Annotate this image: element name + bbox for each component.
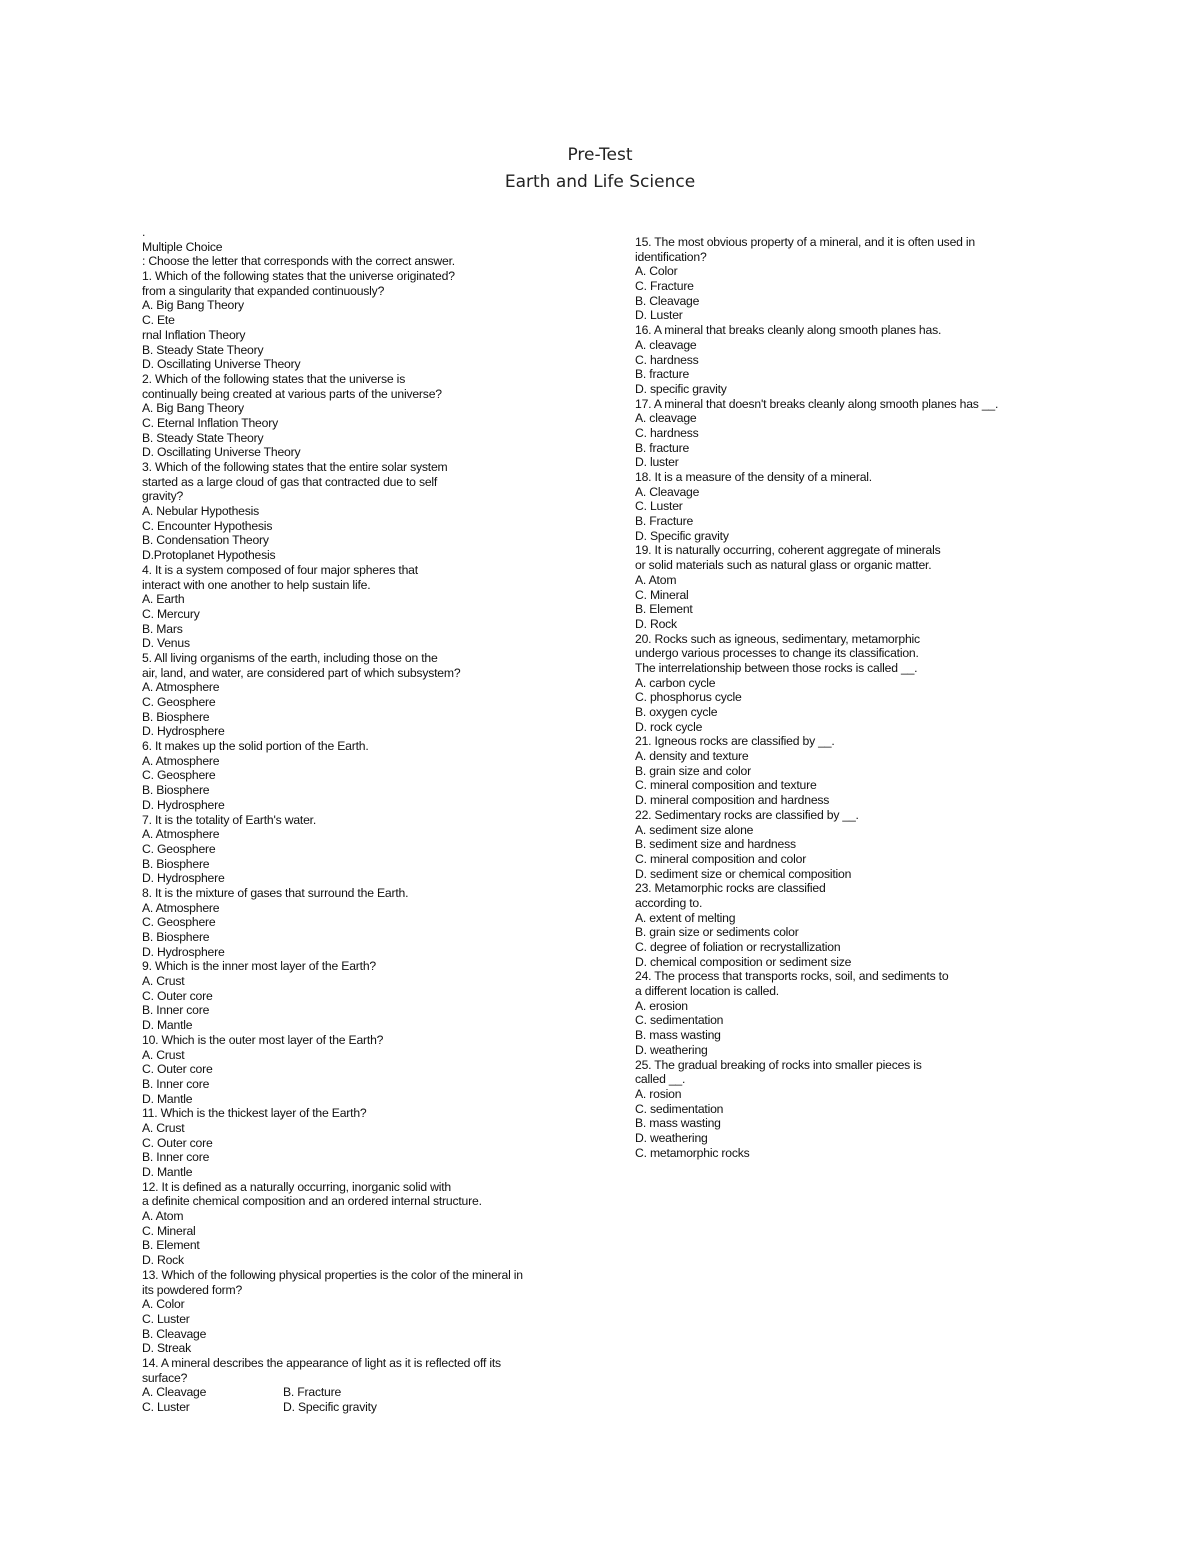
text-line: A. rosion [635, 1086, 682, 1101]
text-line: Multiple Choice [142, 239, 223, 254]
text-line: D. sediment size or chemical composition [635, 866, 852, 881]
text-line: A. Crust [142, 1047, 185, 1062]
text-line: B. Element [635, 602, 693, 617]
text-line: C. Luster [635, 499, 683, 514]
text-line: 20. Rocks such as igneous, sedimentary, metamorphic [635, 631, 920, 646]
text-line: 24. The process that transports rocks, soil, and sediments to [635, 969, 949, 984]
text-line: C. Encounter Hypothesis [142, 518, 273, 533]
text-line: C. mineral composition and color [635, 851, 807, 866]
text-line: D. Mantle [142, 1018, 193, 1033]
text-line: 3. Which of the following states that the entire solar system [142, 460, 448, 474]
text-line: C. hardness [635, 425, 699, 440]
text-line: A. Atmosphere [142, 827, 220, 842]
text-line: B. oxygen cycle [635, 705, 718, 719]
text-line: a definite chemical composition and an ordered internal structure. [142, 1194, 482, 1209]
text-line: B. sediment size and hardness [635, 837, 796, 852]
text-line: D. Oscillating Universe Theory [142, 357, 301, 372]
text-line: 12. It is defined as a naturally occurring, inorganic solid with [142, 1179, 451, 1194]
text-line: gravity? [142, 489, 184, 504]
text-line: called __. [635, 1072, 686, 1087]
text-line: B. mass wasting [635, 1028, 721, 1043]
text-line: . [142, 225, 146, 239]
text-line: C. phosphorus cycle [635, 690, 742, 705]
text-line: B. Inner core [142, 1003, 210, 1018]
text-line: A. Crust [142, 1120, 185, 1135]
text-line: B. grain size or sediments color [635, 925, 799, 940]
text-line: surface? [142, 1370, 188, 1385]
text-line: A. Atmosphere [142, 900, 220, 915]
left-question-column [142, 225, 602, 1415]
text-line: undergo various processes to change its classification. [635, 646, 919, 661]
text-line: D. weathering [635, 1130, 708, 1145]
text-line: A. Big Bang Theory [142, 401, 244, 416]
text-line: B. Mars [142, 621, 183, 636]
text-line: B. Cleavage [635, 293, 700, 308]
text-line: A. cleavage [635, 411, 697, 426]
text-line: C. Eternal Inflation Theory [142, 415, 278, 430]
text-line: A. Nebular Hypothesis [142, 504, 260, 519]
text-line: 18. It is a measure of the density of a mineral. [635, 470, 872, 484]
text-line: 10. Which is the outer most layer of the Earth? [142, 1032, 384, 1047]
text-line: 14. A mineral describes the appearance of light as it is reflected off its [142, 1355, 501, 1370]
text-line: 22. Sedimentary rocks are classified by __. [635, 807, 859, 822]
text-line: B. grain size and color [635, 763, 751, 778]
text-line: C. metamorphic rocks [635, 1145, 750, 1160]
text-line: D. Rock [142, 1253, 184, 1268]
text-line: B. fracture [635, 440, 690, 455]
text-line: B. Steady State Theory [142, 342, 264, 357]
text-line: B. Biosphere [142, 783, 210, 798]
text-line: D.Protoplanet Hypothesis [142, 548, 276, 563]
text-line: 25. The gradual breaking of rocks into smaller pieces is [635, 1057, 922, 1072]
text-line: D. luster [635, 455, 679, 470]
text-line: D. Mantle [142, 1091, 193, 1106]
text-line: D. Hydrosphere [142, 944, 225, 959]
text-line: C. Luster [142, 1311, 190, 1326]
text-line: D. mineral composition and hardness [635, 793, 830, 808]
answer-choice-row [142, 1400, 602, 1415]
text-line: A. sediment size alone [635, 822, 754, 837]
text-line: D. Hydrosphere [142, 724, 225, 739]
text-line: 2. Which of the following states that the universe is [142, 371, 406, 386]
text-line: 4. It is a system composed of four major spheres that [142, 562, 418, 577]
answer-choice: B. Fracture [283, 1385, 342, 1400]
text-line: A. erosion [635, 998, 688, 1013]
text-line: D. Streak [142, 1341, 191, 1356]
text-line: C. hardness [635, 352, 699, 367]
text-line: A. carbon cycle [635, 675, 716, 690]
text-line: B. Steady State Theory [142, 430, 264, 445]
text-line: A. Color [635, 264, 678, 279]
text-line: A. Cleavage [635, 484, 700, 499]
text-line: D. Hydrosphere [142, 797, 225, 812]
text-line: D. Venus [142, 636, 190, 651]
text-line: started as a large cloud of gas that contracted due to self [142, 474, 438, 489]
text-line: B. Cleavage [142, 1326, 207, 1341]
text-line: C. Geosphere [142, 841, 216, 856]
text-line: The interrelationship between those rocks is called __. [635, 660, 918, 675]
answer-choice: C. Luster [142, 1400, 190, 1414]
text-line: B. Fracture [635, 514, 694, 529]
text-line: B. Inner core [142, 1150, 210, 1165]
text-line: C. Mercury [142, 606, 200, 621]
text-line: its powdered form? [142, 1282, 243, 1297]
text-line: A. Atmosphere [142, 680, 220, 695]
text-line: A. Big Bang Theory [142, 298, 244, 313]
text-line: 8. It is the mixture of gases that surround the Earth. [142, 885, 409, 900]
text-line: D. Luster [635, 308, 683, 323]
text-line: C. mineral composition and texture [635, 778, 817, 793]
text-line: rnal Inflation Theory [142, 327, 246, 342]
text-line: C. sedimentation [635, 1101, 724, 1116]
answer-choice-row [142, 1385, 602, 1400]
text-line: C. Geosphere [142, 695, 216, 709]
text-line: A. Atom [635, 572, 677, 587]
text-line: D. Mantle [142, 1165, 193, 1179]
text-line: C. Outer core [142, 988, 213, 1003]
text-line: C. Ete [142, 313, 175, 328]
text-line: C. Outer core [142, 1062, 213, 1077]
text-line: 15. The most obvious property of a mineral, and it is often used in [635, 235, 976, 249]
text-line: A. Color [142, 1297, 185, 1312]
text-line: A. density and texture [635, 749, 749, 764]
text-line: interact with one another to help sustain life. [142, 577, 371, 592]
text-line: C. Geosphere [142, 768, 216, 783]
text-line: 6. It makes up the solid portion of the Earth. [142, 739, 369, 754]
text-line: air, land, and water, are considered part of which subsystem? [142, 665, 461, 680]
text-line: D. rock cycle [635, 719, 703, 734]
text-line: 17. A mineral that doesn't breaks cleanly along smooth planes has __. [635, 396, 999, 411]
text-line: D. Oscillating Universe Theory [142, 445, 301, 460]
text-line: A. Crust [142, 974, 185, 989]
text-line: D. chemical composition or sediment size [635, 954, 852, 969]
text-line: 9. Which is the inner most layer of the Earth? [142, 959, 376, 974]
answer-choice: A. Cleavage [142, 1385, 207, 1400]
text-line: B. fracture [635, 367, 690, 382]
text-line: 19. It is naturally occurring, coherent aggregate of minerals [635, 543, 941, 558]
right-question-column [635, 235, 1075, 1160]
text-line: 21. Igneous rocks are classified by __. [635, 734, 835, 749]
text-line: continually being created at various parts of the universe? [142, 386, 442, 401]
text-line: C. sedimentation [635, 1013, 724, 1028]
text-line: B. Biosphere [142, 856, 210, 871]
text-line: or solid materials such as natural glass or organic matter. [635, 558, 932, 573]
text-line: C. Mineral [142, 1223, 196, 1238]
text-line: 1. Which of the following states that the universe originated? [142, 269, 455, 284]
text-line: : Choose the letter that corresponds with the correct answer. [142, 254, 455, 269]
text-line: D. specific gravity [635, 381, 727, 396]
text-line: D. weathering [635, 1042, 708, 1057]
text-line: 7. It is the totality of Earth's water. [142, 812, 317, 827]
text-line: C. degree of foliation or recrystallization [635, 940, 841, 954]
text-line: C. Mineral [635, 587, 689, 602]
text-line: according to. [635, 895, 703, 910]
document-subtitle: Earth and Life Science [504, 172, 696, 192]
text-line: B. mass wasting [635, 1116, 721, 1131]
text-line: 13. Which of the following physical properties is the color of the mineral in [142, 1267, 523, 1282]
text-line: A. Atmosphere [142, 753, 220, 768]
text-line: A. extent of melting [635, 910, 736, 925]
text-line: 16. A mineral that breaks cleanly along smooth planes has. [635, 323, 942, 338]
text-line: B. Condensation Theory [142, 533, 269, 548]
text-line: C. Outer core [142, 1135, 213, 1150]
answer-choice: D. Specific gravity [283, 1400, 377, 1414]
text-line: C. Fracture [635, 279, 694, 294]
text-line: a different location is called. [635, 984, 779, 999]
text-line: D. Rock [635, 616, 677, 631]
text-line: A. Earth [142, 592, 185, 607]
text-line: 5. All living organisms of the earth, including those on the [142, 650, 438, 665]
text-line: B. Biosphere [142, 930, 210, 944]
text-line: A. cleavage [635, 337, 697, 352]
text-line: C. Geosphere [142, 915, 216, 930]
text-line: from a singularity that expanded continuously? [142, 283, 385, 298]
text-line: B. Inner core [142, 1076, 210, 1091]
text-line: identification? [635, 249, 707, 264]
text-line: 23. Metamorphic rocks are classified [635, 881, 826, 896]
text-line: B. Biosphere [142, 709, 210, 724]
text-line: B. Element [142, 1238, 200, 1253]
text-line: A. Atom [142, 1209, 184, 1224]
text-line: D. Hydrosphere [142, 871, 225, 886]
document-title: Pre-Test [567, 145, 633, 165]
text-line: D. Specific gravity [635, 528, 729, 543]
text-line: 11. Which is the thickest layer of the Earth? [142, 1106, 367, 1121]
